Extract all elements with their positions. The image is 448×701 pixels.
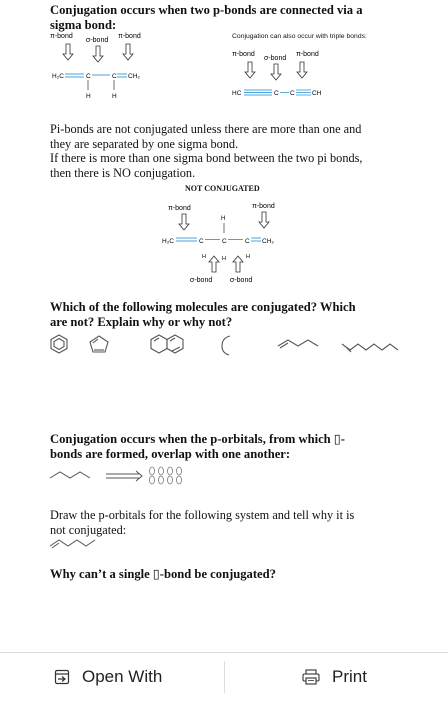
pi-bond-label-1: π-bond [50,33,73,40]
ch2-right: CH₂ [128,73,140,80]
p-orbital-lobes [150,467,182,484]
not-conjugated-label: NOT CONJUGATED [185,184,260,193]
sigma-bond-label-2: σ-bond [264,55,287,62]
non-conjugated-diene-diagram [160,196,300,286]
intro-heading-line2: sigma bond: [50,18,117,32]
carbon-nc-4: C [245,238,250,245]
pi-bond-label-3: π-bond [232,51,255,58]
intro-heading-line1: Conjugation occurs when two p-bonds are connected via a [50,3,363,17]
hc-left: HC [232,90,242,97]
explain-line3: If there is more than one sigma bond between the two pi bonds, [50,151,363,165]
explain-line1: Pi-bonds are not conjugated unless there are more than one and [50,122,362,136]
up-arrow-icons [209,256,243,272]
hydrogen-top: H [221,216,226,222]
carbon-nc-2: C [199,238,204,245]
carbon-2: C [86,73,91,80]
p-orbital-overlap-diagram [48,466,208,486]
pi-bond-label-5: π-bond [168,205,191,212]
carbon-3: C [112,73,117,80]
sigma-bond-label: σ-bond [86,37,109,44]
explain-line2: they are separated by one sigma bond. [50,136,239,151]
question-1 [50,300,410,330]
down-arrow-icons [63,44,133,62]
cyclohexadiene-partial-structure [222,336,230,355]
pi-bond-label-2: π-bond [118,33,141,40]
print-button[interactable] [302,653,367,701]
ch2-right-2: CH₂ [262,238,274,245]
h2c-left-2: H₂C [162,238,174,245]
triple-bond-caption: Conjugation can also occur with triple bonds: [232,33,367,40]
intro-heading [50,3,410,33]
open-with-label: Open With [82,667,163,686]
ch-right: CH [312,90,322,97]
print-label: Print [332,667,367,686]
printer-icon [302,669,320,685]
octatetraene-chain [342,344,398,352]
open-with-icon [54,669,70,685]
bond-lines [65,74,127,77]
question-3-line2: not conjugated: [50,522,127,537]
hydrogen-b3: H [246,254,250,260]
hydrogen-1: H [86,93,91,100]
cyclopentadiene-structure [90,336,108,352]
open-with-button[interactable] [54,653,162,701]
explanation-paragraph [50,122,410,180]
question-1-line1: Which of the following molecules are conjugated? Which [50,300,356,314]
down-arrow-icons-2 [245,62,307,80]
naphthalene-structure [151,335,183,353]
question-3-line1: Draw the p-orbitals for the following system and tell why it is [50,508,355,522]
carbon-triple-2: C [274,90,279,97]
toolbar-divider [224,661,225,693]
question-3 [50,508,410,537]
double-arrow-icon [106,471,142,481]
hydrogen-b2: H [222,256,226,262]
sigma-bond-label-4: σ-bond [230,277,253,284]
bottom-toolbar [0,652,448,701]
conjugated-diene-diagram [50,30,170,110]
pi-bond-label-4: π-bond [296,51,319,58]
question-4: Why can’t a single ▯-bond be conjugated? [50,567,276,581]
pi-bond-label-6: π-bond [252,203,275,210]
non-conjugated-chain-diagram [48,536,108,550]
benzene-structure [51,335,67,353]
explain-line4: then there is NO conjugation. [50,165,196,180]
hydrogen-b1: H [202,254,206,260]
carbon-nc-3: C [222,238,227,245]
hydrogen-2: H [112,93,117,100]
question-2-line2: bonds are formed, overlap with one another: [50,447,291,461]
question-2-line1: Conjugation occurs when the p-orbitals, from which ▯- [50,432,345,446]
h2c-left: H₂C [52,73,64,80]
question-1-line2: are not? Explain why or why not? [50,315,233,329]
molecules-row [46,332,406,358]
sigma-bond-label-3: σ-bond [190,277,213,284]
conjugated-diyne-diagram [228,48,338,98]
carbon-triple-3: C [290,90,295,97]
hexatriene-chain [278,340,318,348]
question-2 [50,432,410,462]
